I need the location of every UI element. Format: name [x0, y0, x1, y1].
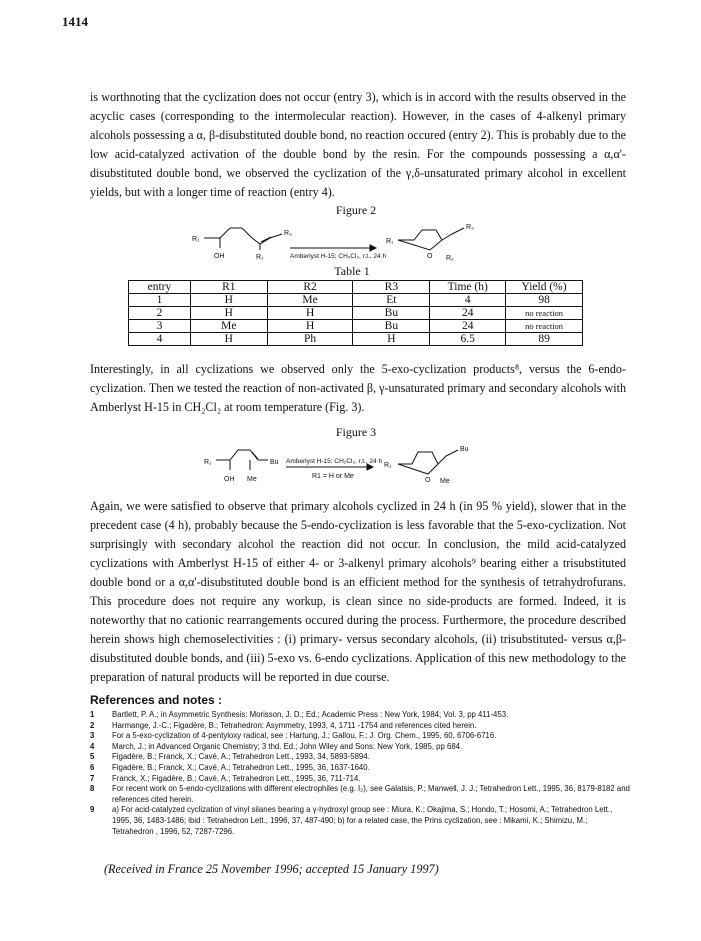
reference-item: [90, 763, 630, 774]
figure-2-prod-r3: R₃: [466, 224, 474, 231]
table-cell: 4: [430, 294, 506, 307]
table-cell: no reaction: [506, 320, 583, 333]
reference-text: For recent work on 5-endo-cyclizations with different electrophiles (e.g. I₂), see Galatsis, P.; Manwell, J. J.; Tetrahedron Lett., 1995, 36, 8179-8182 and references cited herein.: [112, 784, 630, 804]
reference-number: 6: [90, 762, 95, 772]
reference-number: 8: [90, 784, 95, 794]
table-header-cell: Yield (%): [506, 281, 583, 294]
table-header-cell: Time (h): [430, 281, 506, 294]
table-cell: H: [190, 333, 267, 346]
figure-2-prod-r2: R₂: [446, 255, 454, 262]
table-cell: Ph: [267, 333, 353, 346]
reference-number: 7: [90, 773, 95, 783]
table-cell: 6.5: [430, 333, 506, 346]
table-row: [129, 320, 583, 333]
references-heading: References and notes :: [90, 693, 223, 707]
table-row: [129, 307, 583, 320]
table-cell: Me: [190, 320, 267, 333]
table-cell: H: [267, 307, 353, 320]
received-line: (Received in France 25 November 1996; accepted 15 January 1997): [104, 862, 439, 876]
figure-3-product-substituent: [438, 450, 458, 464]
reference-text: a) For acid-catalyzed cyclization of vinyl silanes bearing a γ-hydroxyl group see : Miura, K.; Okajima, S.; Hondo, T.; Hosomi, A.; Tetrahedron Lett., 1995, 36, 1483-1486; ibid : Tetrahedron Lett., 1996, 37, 487-490; b) for a related case, the Prins cyclization, see : Mikami, K.; Shimizu, M.; Tetrahedron , 1996, 52, 7287-7296.: [112, 805, 613, 836]
table-row: [129, 294, 583, 307]
figure-2-reagent: Amberlyst H-15; CH₂Cl₂, r.t., 24 h: [290, 253, 387, 260]
table-cell: Et: [353, 294, 430, 307]
table-cell: H: [190, 294, 267, 307]
paragraph-3: [90, 497, 626, 687]
reference-item: [90, 710, 630, 721]
reference-item: [90, 805, 630, 837]
figure-3-prod-r1: R₁: [384, 462, 392, 469]
reference-number: 4: [90, 741, 95, 751]
page-number: 1414: [62, 14, 88, 29]
reference-number: 1: [90, 710, 95, 719]
figure-2-prod-r1: R₁: [386, 238, 394, 245]
paragraph-2: [90, 360, 626, 417]
table-row: [129, 333, 583, 346]
table-cell: Bu: [353, 307, 430, 320]
reference-number: 2: [90, 720, 95, 730]
reference-number: 3: [90, 731, 95, 741]
figure-2-sm-oh: OH: [214, 253, 225, 260]
figure-3-condition: R1 = H or Me: [312, 473, 354, 480]
figure-2-product-ring: [398, 230, 442, 250]
reference-item: [90, 752, 630, 763]
paragraph-1-text: is worthnoting that the cyclization does not occur (entry 3), which is in accord with the results observed in the acyclic cases (corresponding to the intermolecular reaction). However, in the cases of 4-alkenyl primary alcohols possessing a α, β-disubstituted double bond, no reaction occured (entry 2). This is probably due to the low acid-catalyzed activation of the double bond by the resin. For the compounds possessing a α,α'-disubstituted double bond, we observed the cyclization of the γ,δ-unsaturated primary alcohol in excellent yields, but with a longer time of reaction (entry 4).: [90, 90, 626, 199]
paragraph-2-text: Interestingly, in all cyclizations we observed only the 5-exo-cyclization products⁸, versus the 6-endo-cyclization. Then we tested the reaction of non-activated β, γ-unsaturated primary and secondary alcohols with Amberlyst H-15 in CH₂Cl₂ at room temperature (Fig. 3).: [90, 362, 626, 414]
table-header-cell: R2: [267, 281, 353, 294]
figure-3-sm-oh: OH: [224, 476, 235, 483]
table-header-row: [129, 281, 583, 294]
figure-2-sm-r3: R₃: [284, 230, 292, 237]
table-header-cell: entry: [129, 281, 191, 294]
table-cell: Me: [267, 294, 353, 307]
figure-3-scheme: [202, 442, 522, 486]
paragraph-3-text: Again, we were satisfied to observe that primary alcohols cyclized in 24 h (in 95 % yield), slower that in the precedent case (4 h), probably because the 5-endo-cyclization is less favorable that the 5-exo-cyclization. Not surprisingly with secondary alcohol the reaction did not occur. In conclusion, the mild acid-catalyzed cyclizations with Amberlyst H-15 of either 4- or 3-alkenyl primary alcohols⁹ bearing either a trisubstituted double bond or a α,α'-disubstituted double bond is an efficient method for the synthesis of tetrahydrofurans. This procedure does not require any workup, is clean since no side-products are formed. Indeed, it is noteworthy that no cationic rearrangements occured during the process. Furthermore, the procedure described herein shows high chemoselectivities : (i) primary- versus secondary alcohols, (ii) trisubstituted- versus α,β-disubstituted double bonds, and (iii) 5-exo vs. 6-endo cyclizations. Application of this new methodology to the preparation of natural products will be reported in due course.: [90, 499, 626, 684]
table-header-cell: R1: [190, 281, 267, 294]
reference-item: [90, 721, 630, 732]
reference-text: March, J.; in Advanced Organic Chemistry; 3 thd. Ed.; John Wiley and Sons: New York, 1985, pp 684.: [112, 741, 463, 751]
figure-2-starting-material-chain: [204, 228, 282, 244]
reference-item: [90, 774, 630, 785]
reference-number: 5: [90, 752, 95, 762]
reference-item: [90, 731, 630, 742]
figure-3-sm-bu: Bu: [270, 459, 279, 466]
table-cell: 2: [129, 307, 191, 320]
table-cell: H: [353, 333, 430, 346]
figure-3-prod-bu: Bu: [460, 446, 469, 453]
table-1-title: Table 1: [334, 264, 370, 278]
table-cell: 98: [506, 294, 583, 307]
figure-3-prod-o: O: [425, 477, 431, 484]
table-cell: H: [267, 320, 353, 333]
reference-text: Figadère, B.; Franck, X.; Cavé, A.; Tetrahedron Lett., 1993, 34, 5893-5894.: [112, 752, 370, 762]
figure-2-product-substituent: [442, 228, 464, 240]
figure-2-title: Figure 2: [335, 203, 377, 217]
table-1: [128, 280, 583, 346]
table-cell: 24: [430, 320, 506, 333]
figure-2-sm-r2: R₂: [256, 254, 264, 261]
figure-2-prod-o: O: [427, 253, 433, 260]
table-cell: H: [190, 307, 267, 320]
table-cell: 1: [129, 294, 191, 307]
reference-item: [90, 742, 630, 753]
figure-2-sm-r1: R₁: [192, 236, 200, 243]
figure-2-double-bond: [261, 237, 271, 242]
paragraph-1: [90, 88, 626, 202]
table-cell: no reaction: [506, 307, 583, 320]
reference-item: [90, 784, 630, 805]
reference-text: Figadère, B.; Franck, X.; Cavé, A.; Tetrahedron Lett., 1995, 36, 1637-1640.: [112, 762, 370, 772]
figure-3-starting-material-chain: [216, 450, 268, 460]
figure-3-title: Figure 3: [335, 425, 377, 439]
figure-3-double-bond: [252, 452, 258, 459]
table-cell: Bu: [353, 320, 430, 333]
reference-text: For a 5-exo-cyclization of 4-pentyloxy radical, see : Hartung, J.; Gallou, F.; J. Org. Chem., 1995, 60, 6706-6716.: [112, 731, 497, 741]
figure-2-arrowhead: [370, 245, 376, 251]
reference-text: Harmange, J.-C.; Figadère, B.; Tetrahedron: Asymmetry, 1993, 4, 1711 -1754 and references cited herein.: [112, 720, 477, 730]
reference-text: Franck, X.; Figadère, B.; Cavé, A.; Tetrahedron Lett., 1995, 36, 711-714.: [112, 773, 361, 783]
table-cell: 4: [129, 333, 191, 346]
table-cell: 89: [506, 333, 583, 346]
references-list: [90, 710, 630, 837]
reference-number: 9: [90, 805, 95, 815]
reference-text: Bartlett, P. A.; in Asymmetric Synthesis: Morisson, J. D.; Ed.; Academic Press : New York, 1984; Vol. 3, pp 411-453.: [112, 710, 509, 719]
table-cell: 3: [129, 320, 191, 333]
figure-2-scheme: [190, 220, 530, 266]
figure-3-reagent: Amberlyst H-15; CH₂Cl₂, r.t., 24 h: [286, 458, 383, 465]
figure-3-prod-me: Me: [440, 478, 450, 485]
figure-3-product-ring: [398, 452, 438, 474]
table-cell: 24: [430, 307, 506, 320]
figure-3-sm-me: Me: [247, 476, 257, 483]
figure-3-sm-r1: R₁: [204, 459, 212, 466]
table-header-cell: R3: [353, 281, 430, 294]
